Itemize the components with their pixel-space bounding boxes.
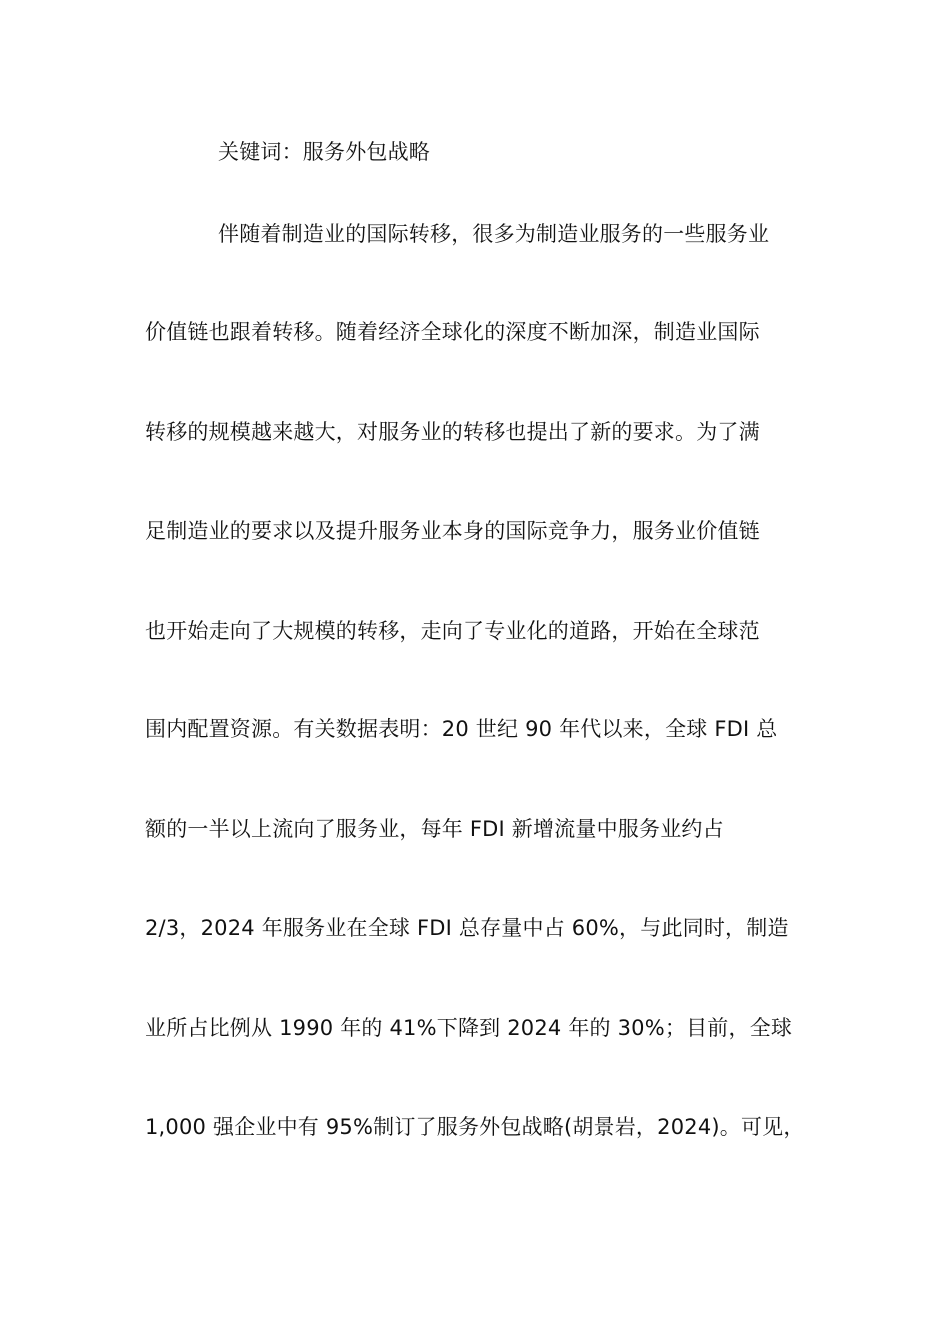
paragraph-line: 围内配置资源。有关数据表明：20 世纪 90 年代以来，全球 FDI 总 <box>145 717 778 741</box>
paragraph-line: 伴随着制造业的国际转移，很多为制造业服务的一些服务业 <box>218 222 770 246</box>
paragraph-line: 2/3，2024 年服务业在全球 FDI 总存量中占 60%，与此同时，制造 <box>145 916 789 940</box>
paragraph-line: 额的一半以上流向了服务业，每年 FDI 新增流量中服务业约占 <box>145 817 724 841</box>
paragraph-line: 转移的规模越来越大，对服务业的转移也提出了新的要求。为了满 <box>145 420 760 444</box>
paragraph-line: 也开始走向了大规模的转移，走向了专业化的道路，开始在全球范 <box>145 619 760 643</box>
paragraph-line: 1,000 强企业中有 95%制订了服务外包战略(胡景岩，2024)。可见， <box>145 1115 805 1139</box>
paragraph-line: 业所占比例从 1990 年的 41%下降到 2024 年的 30%；目前，全球 <box>145 1016 793 1040</box>
keywords-line: 关键词：服务外包战略 <box>218 140 430 164</box>
paragraph-line: 价值链也跟着转移。随着经济全球化的深度不断加深，制造业国际 <box>145 320 760 344</box>
paragraph-line: 足制造业的要求以及提升服务业本身的国际竞争力，服务业价值链 <box>145 519 760 543</box>
